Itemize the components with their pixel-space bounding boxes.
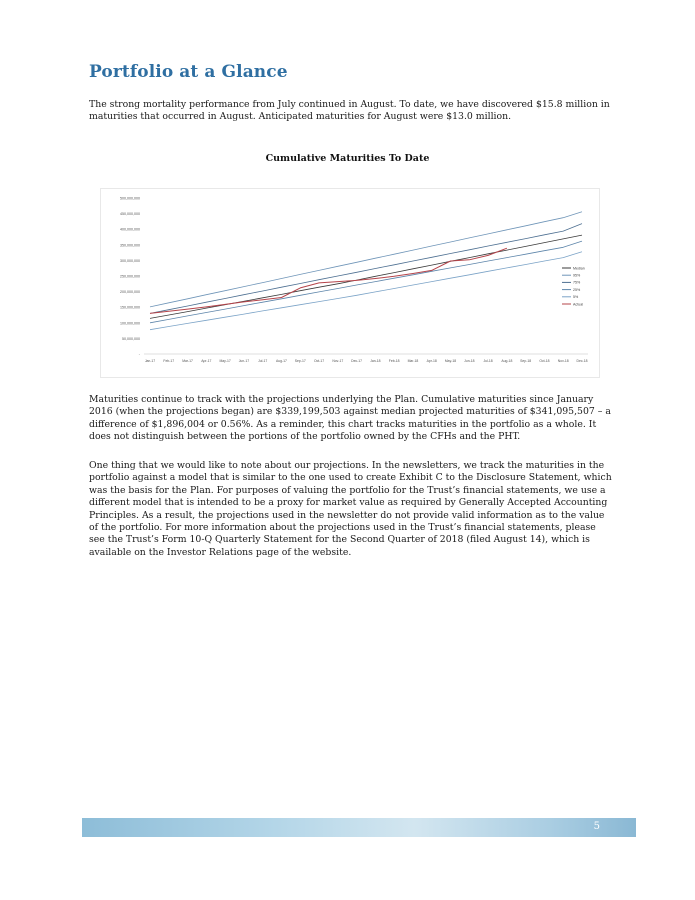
- chart-border: [101, 189, 600, 378]
- x-tick-label: Aug-17: [276, 359, 287, 363]
- legend-label: Median: [573, 266, 585, 271]
- x-tick-label: Jun-17: [238, 359, 250, 363]
- y-tick-label: 250,000,000: [120, 274, 140, 279]
- y-tick-label: 350,000,000: [120, 243, 140, 248]
- x-tick-label: Feb-18: [388, 359, 400, 363]
- y-tick-label: 500,000,000: [120, 196, 140, 201]
- y-tick-label: 450,000,000: [120, 212, 140, 217]
- series-line-75pct: [150, 224, 582, 314]
- x-tick-label: Jul-18: [483, 359, 493, 363]
- y-tick-label: -: [138, 352, 140, 357]
- chart-title: Cumulative Maturities To Date: [265, 153, 430, 164]
- series-line-95pct: [150, 212, 582, 307]
- footer-bar: [82, 818, 636, 837]
- legend-label: 25%: [573, 287, 581, 292]
- x-tick-label: Apr-18: [426, 359, 437, 363]
- intro-paragraph: The strong mortality performance from July continued in August. To date, we have discovered $15.8 million in maturities that occurred in August. Anticipated maturities for August were $13.0 million.: [89, 99, 610, 123]
- legend-label: 5%: [573, 295, 579, 300]
- x-tick-label: Oct-18: [539, 359, 550, 363]
- x-tick-label: Dec-18: [576, 359, 588, 363]
- x-tick-label: Jan-17: [144, 359, 156, 363]
- x-tick-label: Sep-17: [294, 359, 306, 363]
- y-tick-label: 400,000,000: [120, 227, 140, 232]
- series-line-actual: [150, 248, 507, 313]
- series-line-5pct: [150, 252, 582, 330]
- x-tick-label: Mar-18: [407, 359, 419, 363]
- x-tick-label: Jul-17: [258, 359, 268, 363]
- legend-label: Actual: [573, 302, 583, 307]
- x-tick-label: Jun-18: [464, 359, 475, 363]
- page-title: Portfolio at a Glance: [89, 62, 288, 82]
- maturities-paragraph: Maturities continue to track with the projections underlying the Plan. Cumulative maturities since January 2016 (when the projections began) are $339,199,503 against median projected maturities of $341,095,507 – a difference of $1,896,004 or 0.56%. As a reminder, this chart tracks maturities in the portfolio as a whole. It does not distinguish between the portions of the portfolio owned by the CFHs and the PHT.: [89, 394, 611, 443]
- y-tick-label: 300,000,000: [120, 258, 140, 263]
- legend-label: 75%: [573, 280, 581, 285]
- page-number: 5: [593, 821, 600, 832]
- x-tick-label: May-18: [444, 359, 457, 363]
- x-tick-label: Apr-17: [201, 359, 212, 363]
- series-line-25pct: [150, 241, 582, 323]
- legend-label: 95%: [573, 273, 581, 278]
- x-tick-label: Sep-18: [520, 359, 532, 363]
- x-tick-label: Aug-18: [501, 359, 513, 363]
- x-tick-label: Feb-17: [163, 359, 175, 363]
- x-tick-label: Nov-17: [332, 359, 344, 363]
- x-tick-label: May-17: [219, 359, 231, 363]
- y-tick-label: 100,000,000: [120, 321, 140, 326]
- y-tick-label: 150,000,000: [120, 305, 140, 310]
- x-tick-label: Mar-17: [182, 359, 193, 363]
- y-tick-label: 200,000,000: [120, 290, 140, 295]
- x-tick-label: Oct-17: [313, 359, 325, 363]
- x-tick-label: Jan-18: [370, 359, 381, 363]
- x-tick-label: Nov-18: [557, 359, 569, 363]
- projections-paragraph: One thing that we would like to note about our projections. In the newsletters, we track the maturities in the portfolio against a model that is similar to the one used to create Exhibit C to the Disclosure Statement, which was the basis for the Plan. For purposes of valuing the portfolio for the Trust’s financial statements, we use a different model that is intended to be a proxy for market value as required by Generally Accepted Accounting Principles. As a result, the projections used in the newsletter do not provide valid information as to the value of the portfolio. For more information about the projections used in the Trust’s financial statements, please see the Trust’s Form 10-Q Quarterly Statement for the Second Quarter of 2018 (filed August 14), which is available on the Investor Relations page of the website.: [89, 460, 612, 558]
- cumulative-maturities-chart: [100, 188, 600, 378]
- x-tick-label: Dec-17: [351, 359, 363, 363]
- y-tick-label: 50,000,000: [122, 336, 140, 341]
